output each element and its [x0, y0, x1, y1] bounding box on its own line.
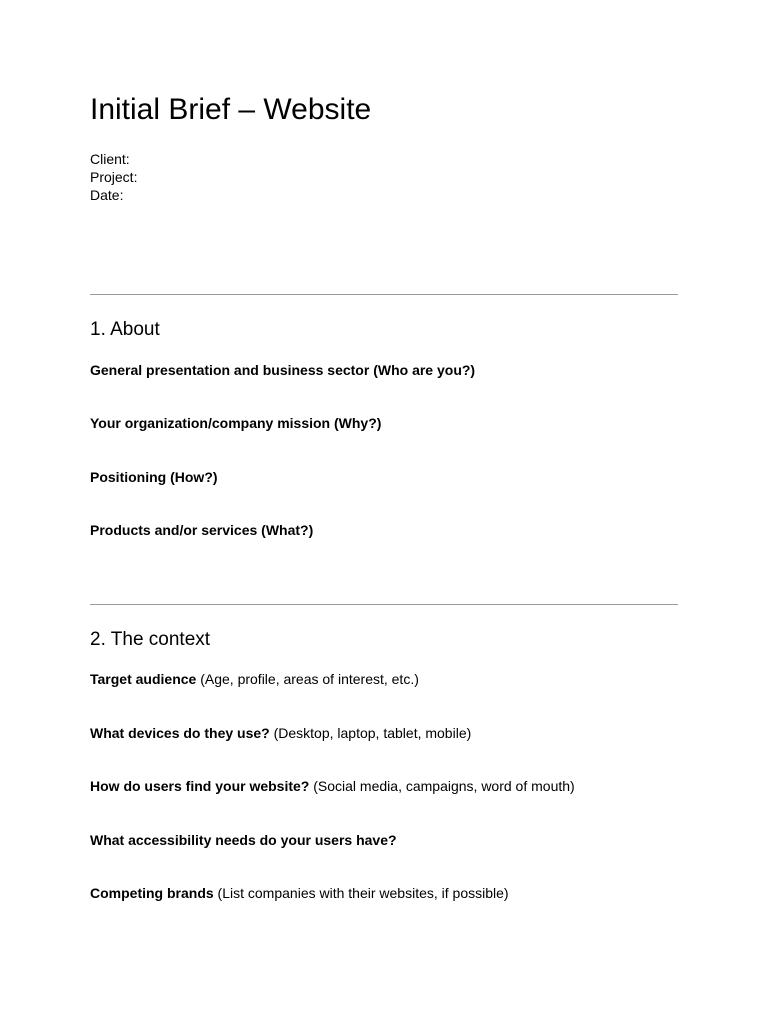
question-hint: (List companies with their websites, if possible) — [213, 885, 509, 901]
question-label: How do users find your website? — [90, 778, 310, 794]
question-hint: (Desktop, laptop, tablet, mobile) — [269, 725, 472, 741]
question-item — [90, 414, 381, 432]
question-item — [90, 670, 419, 688]
question-item — [90, 777, 575, 795]
section-heading-about: 1. About — [90, 319, 160, 340]
date-label: Date: — [90, 187, 124, 203]
question-item — [90, 468, 218, 486]
section-heading-context: 2. The context — [90, 629, 211, 650]
question-hint: (Age, profile, areas of interest, etc.) — [196, 671, 419, 687]
question-label: Target audience — [90, 671, 197, 687]
client-label: Client: — [90, 151, 130, 167]
question-label: What devices do they use? — [90, 725, 270, 741]
question-label: Products and/or services (What?) — [90, 522, 314, 538]
question-hint: (Social media, campaigns, word of mouth) — [309, 778, 575, 794]
question-label: Competing brands — [90, 885, 214, 901]
question-item — [90, 831, 397, 849]
document-meta — [90, 150, 137, 204]
question-label: What accessibility needs do your users have? — [90, 832, 397, 848]
question-label: General presentation and business sector (Who are you?) — [90, 362, 476, 378]
question-item — [90, 724, 471, 742]
section-divider — [90, 294, 678, 295]
question-item — [90, 521, 313, 539]
section-divider — [90, 604, 678, 605]
question-label: Your organization/company mission (Why?) — [90, 415, 382, 431]
document-title: Initial Brief – Website — [90, 93, 372, 126]
question-item — [90, 361, 475, 379]
project-label: Project: — [90, 169, 138, 185]
question-item — [90, 884, 509, 902]
question-label: Positioning (How?) — [90, 469, 218, 485]
